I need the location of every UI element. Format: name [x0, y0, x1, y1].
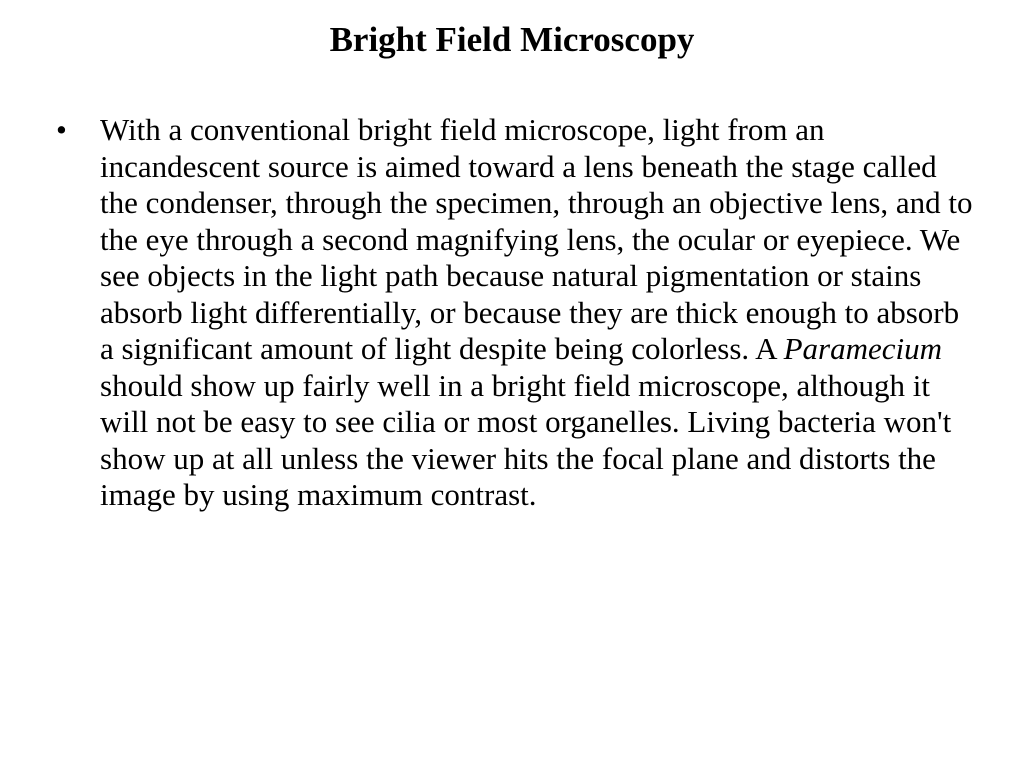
- bullet-marker: •: [56, 112, 67, 147]
- bullet-text-after: should show up fairly well in a bright field microscope, although it will not be easy to see cilia or most organelles. Living bacteria won't show up at all unless the viewer hits the focal plane and distorts the image by using maximum contrast.: [100, 367, 952, 512]
- bullet-item: [56, 112, 976, 514]
- bullet-text-before: With a conventional bright field microscope, light from an incandescent source is aimed toward a lens beneath the stage called the condenser, through the specimen, through an objective lens, and to the eye through a second magnifying lens, the ocular or eyepiece. We see objects in the light path because natural pigmentation or stains absorb light differentially, or because they are thick enough to absorb a significant amount of light despite being colorless. A: [100, 112, 973, 366]
- bullet-list: [56, 112, 976, 514]
- slide-title: Bright Field Microscopy: [329, 20, 695, 59]
- italic-term: Paramecium: [783, 331, 943, 366]
- bullet-text: [100, 112, 973, 512]
